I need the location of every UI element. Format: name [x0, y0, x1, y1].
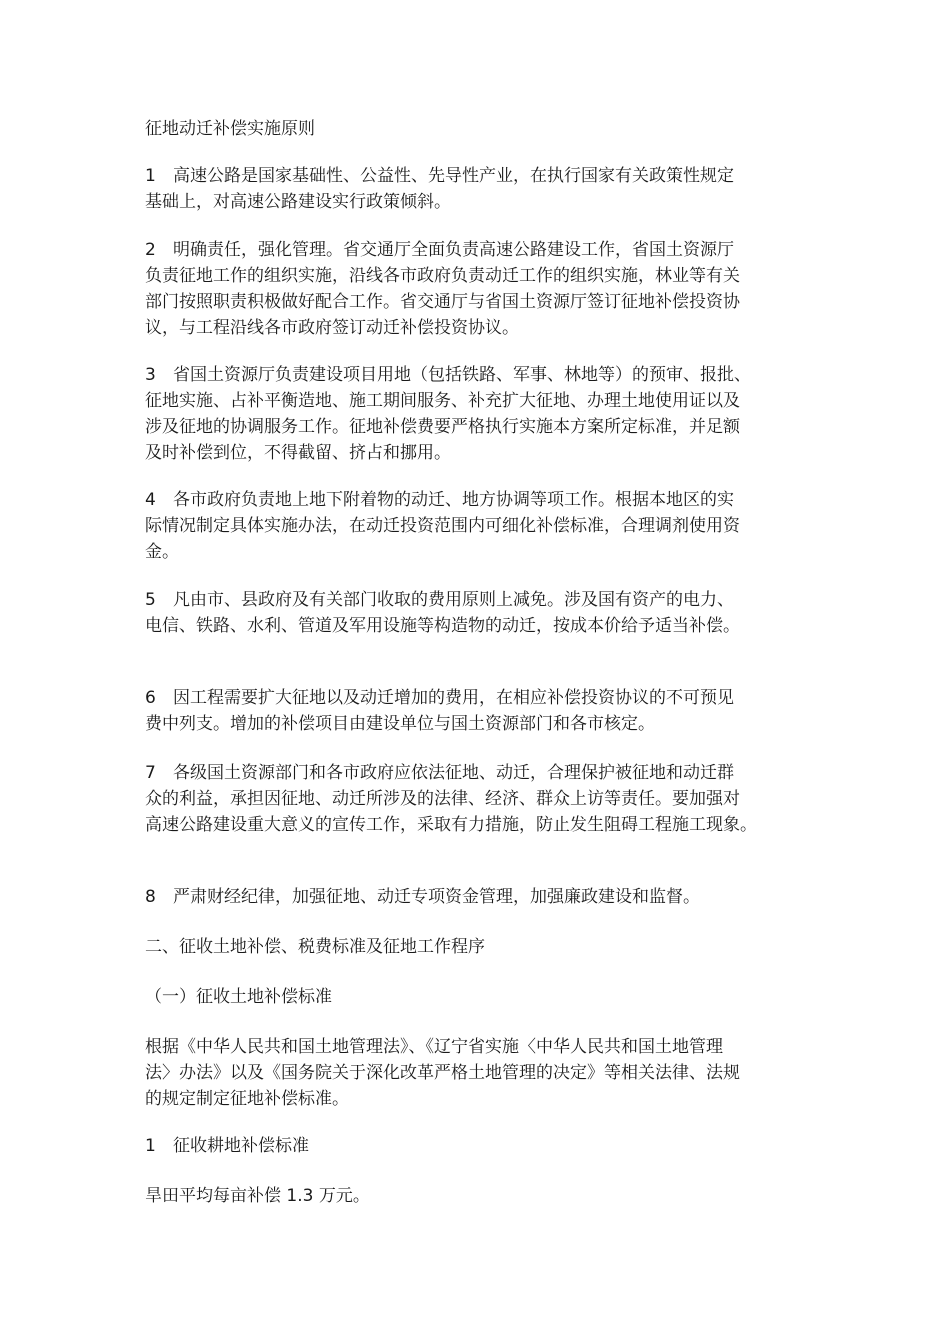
- item-6-line-2: 费中列支。增加的补偿项目由建设单位与国土资源部门和各市核定。: [145, 714, 655, 734]
- item-5-number: 5: [145, 590, 156, 610]
- item-4-line-3: 金。: [145, 542, 179, 562]
- principle-item-2: [145, 237, 810, 341]
- legal-basis-line-1: 根据《中华人民共和国土地管理法》、《辽宁省实施〈中华人民共和国土地管理: [145, 1037, 723, 1057]
- subsection-1-heading: （一）征收土地补偿标准: [145, 987, 332, 1007]
- item-7-line-3: 高速公路建设重大意义的宣传工作，采取有力措施，防止发生阻碍工程施工现象。: [145, 815, 757, 835]
- legal-basis-line-3: 的规定制定征地补偿标准。: [145, 1089, 349, 1109]
- principle-item-3: [145, 362, 810, 466]
- item-2-line-2: 负责征地工作的组织实施，沿线各市政府负责动迁工作的组织实施，林业等有关: [145, 266, 740, 286]
- principle-item-4: [145, 487, 810, 565]
- item-3-line-2: 征地实施、占补平衡造地、施工期间服务、补充扩大征地、办理土地使用证以及: [145, 391, 740, 411]
- item-7-number: 7: [145, 763, 156, 783]
- item-1-line-1: 1 高速公路是国家基础性、公益性、先导性产业，在执行国家有关政策性规定: [145, 163, 810, 189]
- farmland-item-text: 征收耕地补偿标准: [173, 1136, 309, 1156]
- item-3-line-3: 涉及征地的协调服务工作。征地补偿费要严格执行实施本方案所定标准，并足额: [145, 417, 740, 437]
- item-8-number: 8: [145, 887, 156, 907]
- legal-basis-line-2: 法〉办法》以及《国务院关于深化改革严格土地管理的决定》等相关法律、法规: [145, 1063, 740, 1083]
- item-8-line-1: 8 严肃财经纪律，加强征地、动迁专项资金管理，加强廉政建设和监督。: [145, 884, 810, 910]
- item-4-line-2: 际情况制定具体实施办法，在动迁投资范围内可细化补偿标准，合理调剂使用资: [145, 516, 740, 536]
- item-1-number: 1: [145, 166, 156, 186]
- item-6-number: 6: [145, 688, 156, 708]
- dryland-compensation-text: 旱田平均每亩补偿 1.3 万元。: [145, 1186, 370, 1206]
- item-2-line-3: 部门按照职责积极做好配合工作。省交通厅与省国土资源厅签订征地补偿投资协: [145, 292, 740, 312]
- item-5-line-2: 电信、铁路、水利、管道及军用设施等构造物的动迁，按成本价给予适当补偿。: [145, 616, 740, 636]
- item-3-number: 3: [145, 365, 156, 385]
- principle-item-7: [145, 760, 810, 838]
- principle-item-6: [145, 685, 810, 737]
- item-4-line-1: 4 各市政府负责地上地下附着物的动迁、地方协调等项工作。根据本地区的实: [145, 487, 810, 513]
- item-3-line-4: 及时补偿到位，不得截留、挤占和挪用。: [145, 443, 451, 463]
- item-4-number: 4: [145, 490, 156, 510]
- principle-item-1: [145, 163, 810, 215]
- legal-basis-paragraph: [145, 1034, 810, 1112]
- section-2-heading: 二、征收土地补偿、税费标准及征地工作程序: [145, 937, 485, 957]
- item-1-line-2: 基础上，对高速公路建设实行政策倾斜。: [145, 192, 451, 212]
- principle-item-5: [145, 587, 810, 639]
- item-7-line-2: 众的利益，承担因征地、动迁所涉及的法律、经济、群众上访等责任。要加强对: [145, 789, 740, 809]
- item-3-line-1: 3 省国土资源厅负责建设项目用地（包括铁路、军事、林地等）的预审、报批、: [145, 362, 810, 388]
- farmland-compensation-heading: [145, 1133, 810, 1159]
- item-2-line-4: 议，与工程沿线各市政府签订动迁补偿投资协议。: [145, 318, 519, 338]
- item-6-line-1: 6 因工程需要扩大征地以及动迁增加的费用，在相应补偿投资协议的不可预见: [145, 685, 810, 711]
- item-7-line-1: 7 各级国土资源部门和各市政府应依法征地、动迁，合理保护被征地和动迁群: [145, 760, 810, 786]
- farmland-item-number: 1: [145, 1136, 156, 1156]
- item-2-line-1: 2 明确责任，强化管理。省交通厅全面负责高速公路建设工作，省国土资源厅: [145, 237, 810, 263]
- item-2-number: 2: [145, 240, 156, 260]
- principle-item-8: [145, 884, 810, 910]
- document-title: 征地动迁补偿实施原则: [145, 119, 315, 139]
- item-5-line-1: 5 凡由市、县政府及有关部门收取的费用原则上减免。涉及国有资产的电力、: [145, 587, 810, 613]
